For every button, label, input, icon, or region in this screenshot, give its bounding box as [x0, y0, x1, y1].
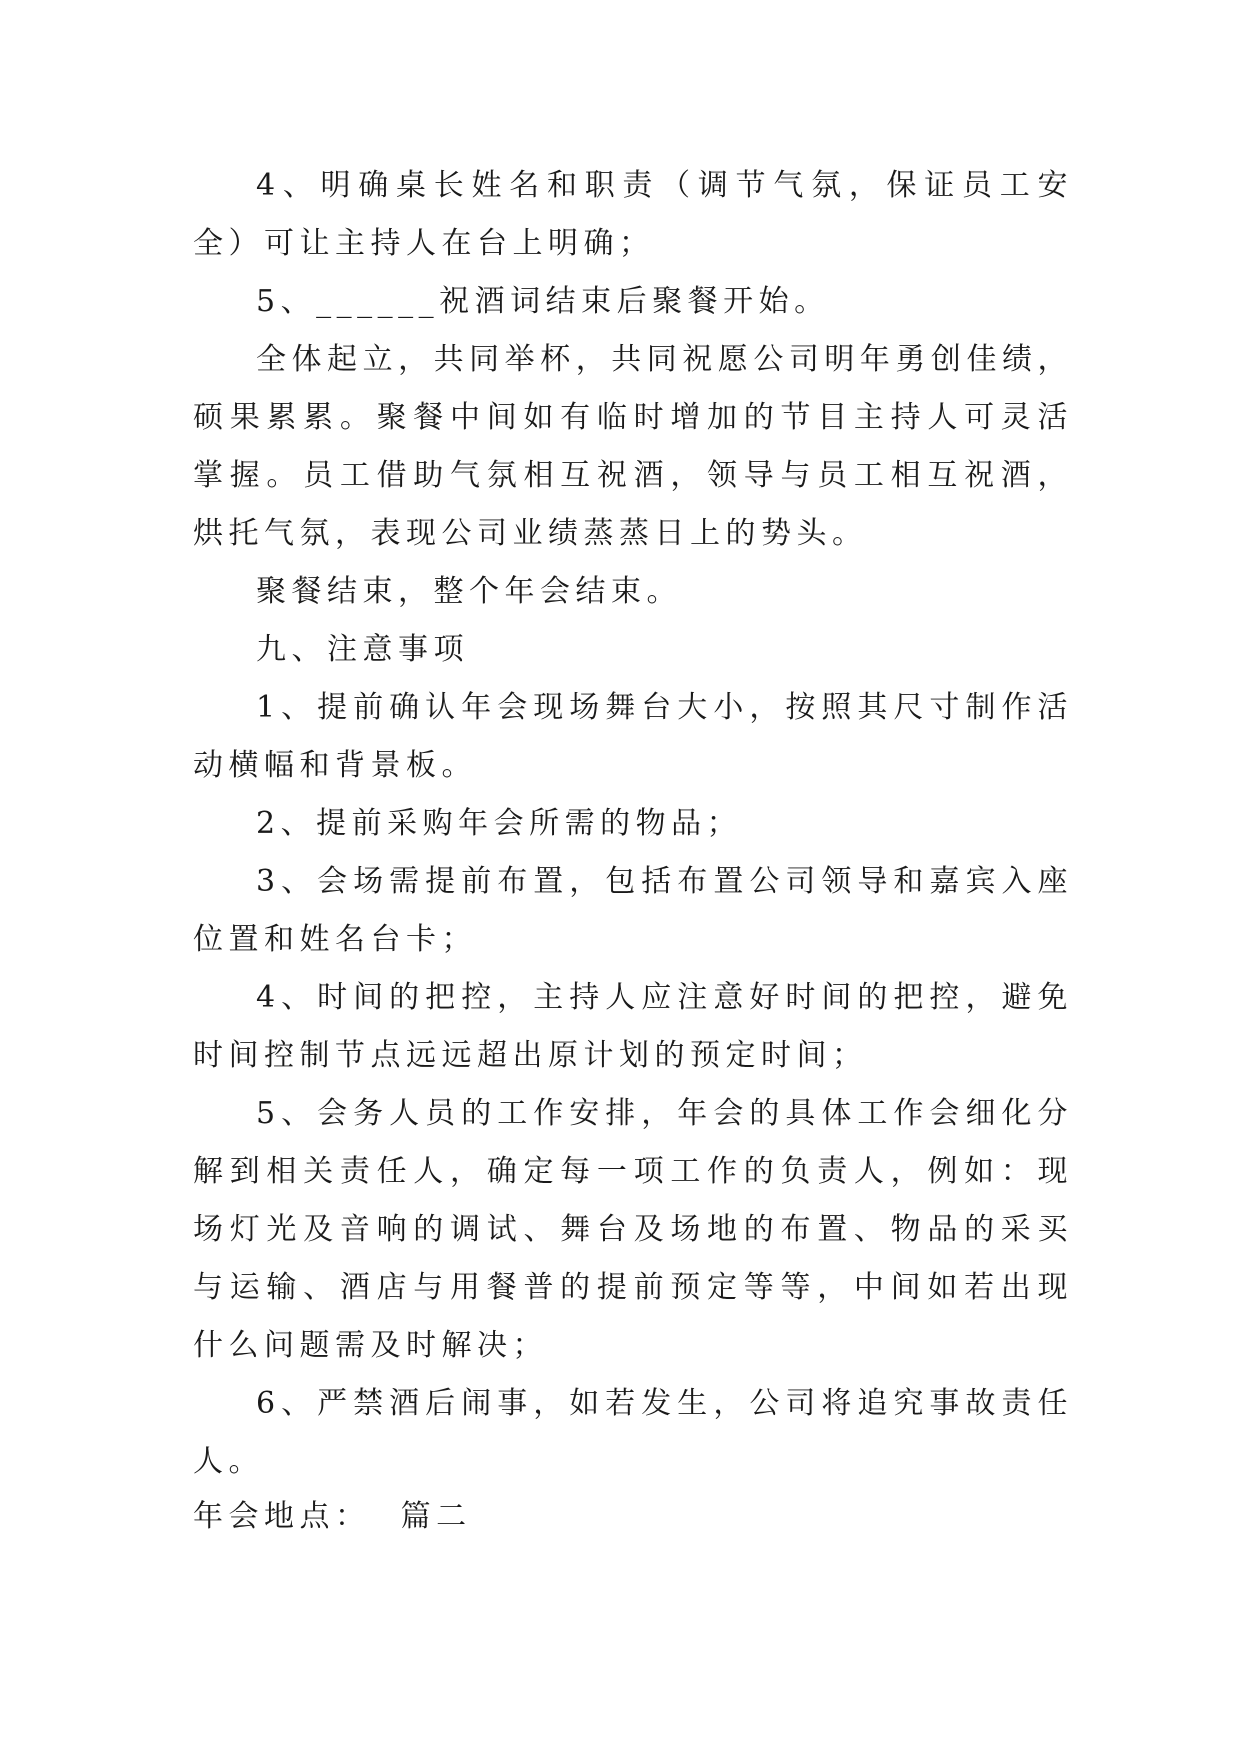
paragraph-item-5: 5、______祝酒词结束后聚餐开始。 — [256, 284, 830, 319]
paragraph-item-4: 4、明确桌长姓名和职责（调节气氛，保证员工安全）可让主持人在台上明确； — [193, 168, 1073, 261]
notice-item-5: 5、会务人员的工作安排，年会的具体工作会细化分解到相关责任人，确定每一项工作的负责人，例如：现场灯光及音响的调试、舞台及场地的布置、物品的采买与运输、酒店与用餐普的提前预定等等，中间如若出现什么问题需及时解决； — [193, 1096, 1073, 1363]
notice-item-1: 1、提前确认年会现场舞台大小，按照其尺寸制作活动横幅和背景板。 — [193, 690, 1073, 783]
section-heading: 九、注意事项 — [256, 632, 469, 667]
notice-item-2: 2、提前采购年会所需的物品； — [256, 806, 743, 841]
section-marker: 篇二 — [400, 1499, 472, 1534]
notice-item-6: 6、严禁酒后闹事，如若发生，公司将追究事故责任人。 — [193, 1386, 1073, 1479]
venue-line — [193, 1488, 472, 1546]
document-body — [193, 157, 1073, 1491]
paragraph-toast: 全体起立，共同举杯，共同祝愿公司明年勇创佳绩，硕果累累。聚餐中间如有临时增加的节目主持人可灵活掌握。员工借助气氛相互祝酒，领导与员工相互祝酒，烘托气氛，表现公司业绩蒸蒸日上的势头。 — [193, 342, 1073, 551]
paragraph-end: 聚餐结束，整个年会结束。 — [256, 574, 682, 609]
notice-item-3: 3、会场需提前布置，包括布置公司领导和嘉宾入座位置和姓名台卡； — [193, 864, 1073, 957]
notice-item-4: 4、时间的把控，主持人应注意好时间的把控，避免时间控制节点远远超出原计划的预定时间； — [193, 980, 1073, 1073]
venue-label: 年会地点： — [193, 1499, 371, 1534]
